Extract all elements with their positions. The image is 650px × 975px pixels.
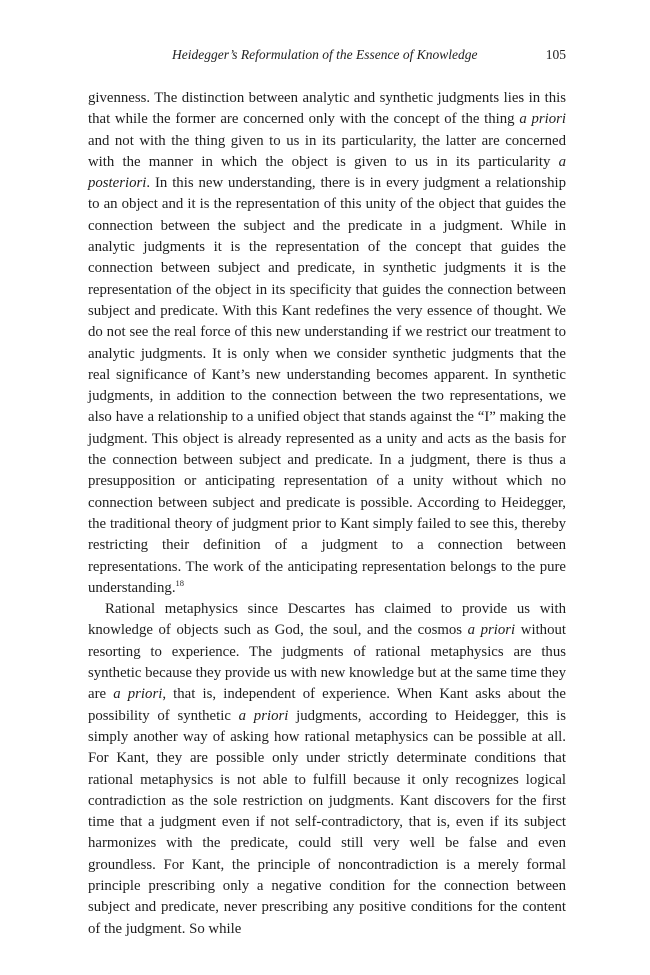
page-number: 105 bbox=[545, 47, 566, 62]
text-run: . In this new understanding, there is in every judgment a relationship to an object and it is the representation of this unity of the object that guides the connection between the subject and the predicate in a judgment. While in analytic judgments it is the representation of the concept that guides the connection between subject and predicate, in synthetic judgments it is the representation of the object in its specificity that guides the connection between subject and predicate. With this Kant redefines the very essence of thought. We do not see the real force of this new understanding if we restrict our treatment to analytic judgments. It is only when we consider synthetic judgments that the real significance of Kant’s new understanding becomes apparent. In synthetic judgments, in addition to the connection between the two representations, we also have a relationship to a unified object that stands against the “I” making the judgment. This object is already represented as a unity and acts as the basis for the connection between subject and predicate. In a judgment, there is thus a presupposition or anticipating representation of a unity without which no connection between subject and predicate is possible. According to Heidegger, the traditional theory of judgment prior to Kant simply failed to see this, thereby restricting their definition of a judgment to a connection between representations. The work of the anticipating representation belongs to the pure understanding. bbox=[88, 175, 566, 596]
running-title: Heidegger’s Reformulation of the Essence of Knowledge bbox=[172, 47, 478, 62]
italic-term: a priori bbox=[467, 622, 516, 639]
italic-term: a priori bbox=[238, 707, 289, 724]
text-run: Rational metaphysics since Descartes has claimed to provide us with knowledge of objects such as God, the soul, and the cosmos bbox=[88, 601, 566, 639]
italic-term: a priori bbox=[519, 111, 566, 128]
text-run: without resorting to experience. The judgments of rational metaphysics are thus synthetic because they provide us with new knowledge but at the same time they are bbox=[88, 622, 566, 703]
text-run: and not with the thing given to us in its particularity, the latter are concerned with the manner in which the object is given to us in its particularity bbox=[88, 132, 566, 170]
running-head bbox=[88, 44, 566, 66]
italic-term: a posteriori bbox=[88, 153, 566, 192]
footnote-ref: 18 bbox=[175, 577, 185, 588]
text-run: , that is, independent of experience. When Kant asks about the possibility of synthetic bbox=[88, 686, 566, 724]
italic-term: a priori bbox=[113, 686, 163, 703]
text-run: judgments, according to Heidegger, this is simply another way of asking how rational metaphysics can be possible at all. For Kant, they are possible only under strictly determinate conditions that rational metaphysics is not able to fulfill because it only recognizes logical contradiction as the sole restriction on judgments. Kant discovers for the first time that a judgment even if not self-contradictory, that is, even if its subject harmonizes with the predicate, could still very well be false and even groundless. For Kant, the principle of noncontradiction is a merely formal principle prescribing only a negative condition for the connection between subject and predicate, never prescribing any positive conditions for the content of the judgment. So while bbox=[88, 707, 566, 937]
paragraph-continued bbox=[88, 88, 566, 599]
body-text bbox=[88, 88, 566, 940]
text-run: givenness. The distinction between analytic and synthetic judgments lies in this that while the former are concerned only with the concept of the thing bbox=[88, 90, 566, 128]
paragraph-rational-metaphysics bbox=[88, 599, 566, 940]
